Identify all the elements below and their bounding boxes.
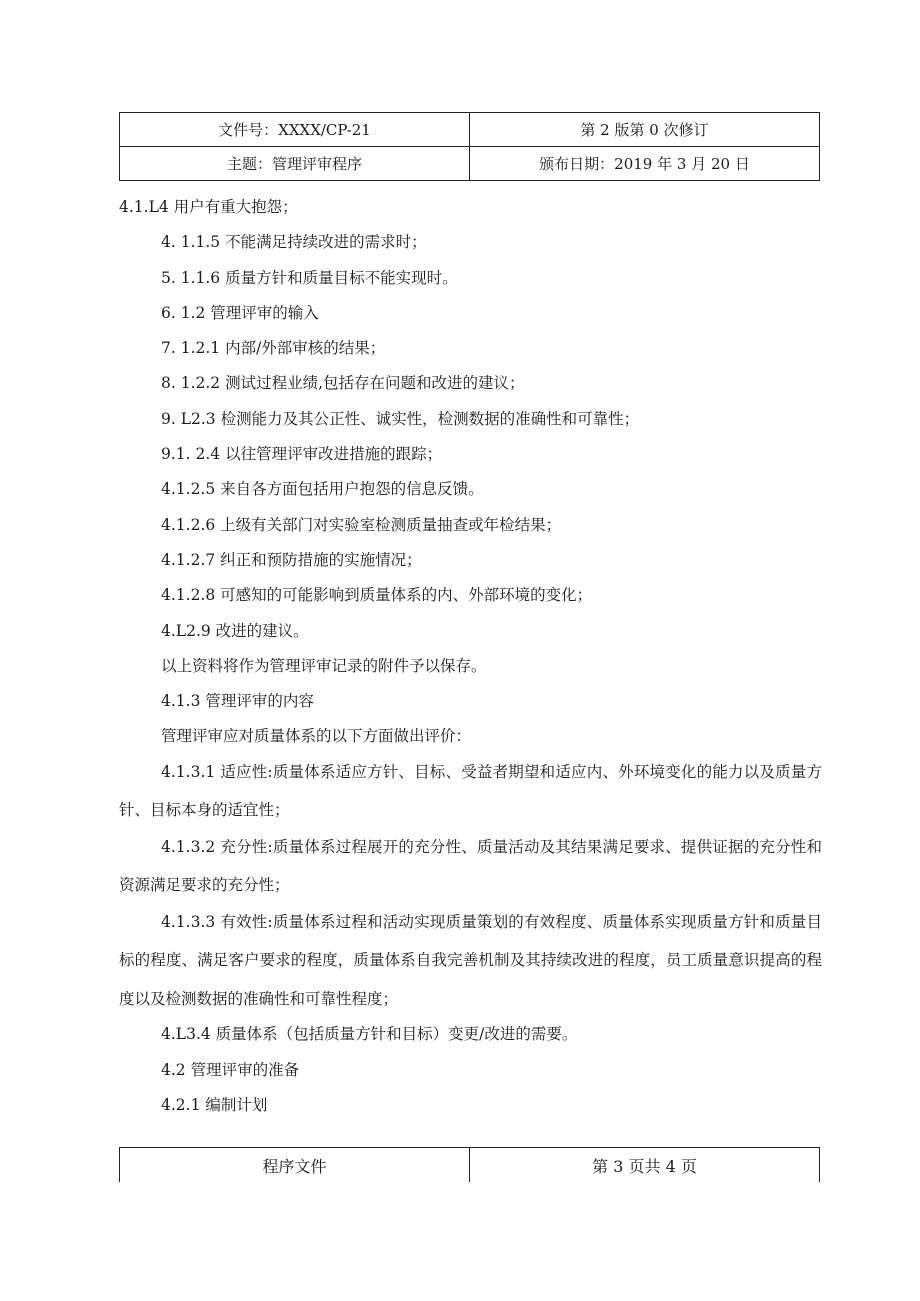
body-line: 7. 1.2.1 内部/外部审核的结果；	[161, 339, 386, 358]
body-line: 9.1. 2.4 以往管理评审改进措施的跟踪；	[161, 445, 443, 464]
body-line: 4.1.L4 用户有重大抱怨；	[119, 198, 298, 216]
body-line: 8. 1.2.2 测试过程业绩,包括存在问题和改进的建议；	[161, 374, 525, 393]
issue-date: 颁布日期：2019 年 3 月 20 日	[470, 147, 820, 181]
body-line: 9. L2.3 检测能力及其公正性、诚实性，检测数据的准确性和可靠性；	[161, 409, 640, 428]
body-line: 4.L3.4 质量体系（包括质量方针和目标）变更/改进的需要。	[161, 1025, 578, 1044]
body-line: 4.1.2.6 上级有关部门对实验室检测质量抽查或年检结果；	[161, 515, 562, 534]
body-line: 以上资料将作为管理评审记录的附件予以保存。	[161, 656, 487, 675]
body-line: 4.1.3 管理评审的内容	[161, 692, 314, 711]
body-line: 4.2 管理评审的准备	[161, 1060, 300, 1079]
body-paragraph: 4.1.3.2 充分性:质量体系过程展开的充分性、质量活动及其结果满足要求、提供证据的充分性和资源满足要求的充分性；	[119, 837, 822, 895]
body-paragraph: 4.1.3.3 有效性:质量体系过程和活动实现质量策划的有效程度、质量体系实现质量方针和质量目标的程度、满足客户要求的程度，质量体系自我完善机制及其持续改进的程度，员工质量意识提高的程度以及检测数据的准确性和可靠性程度；	[119, 912, 822, 1008]
body-line: 5. 1.1.6 质量方针和质量目标不能实现时。	[161, 268, 458, 287]
body-line: 4. 1.1.5 不能满足持续改进的需求时；	[161, 233, 427, 252]
subject: 主题：管理评审程序	[120, 147, 470, 181]
header-table	[119, 112, 820, 181]
body-line: 4.L2.9 改进的建议。	[161, 621, 309, 640]
doc-number: 文件号：XXXX/CP-21	[120, 113, 470, 147]
body-line: 4.2.1 编制计划	[161, 1095, 268, 1114]
body-paragraph: 4.1.3.1 适应性:质量体系适应方针、目标、受益者期望和适应内、外环境变化的能力以及质量方针、目标本身的适宜性；	[119, 762, 822, 820]
body-line: 4.1.2.7 纠正和预防措施的实施情况；	[161, 550, 422, 569]
page-number: 第 3 页共 4 页	[470, 1148, 820, 1183]
document-body	[119, 190, 822, 1123]
body-line: 6. 1.2 管理评审的输入	[161, 303, 319, 322]
version-info: 第 2 版第 0 次修订	[470, 113, 820, 147]
footer-table	[119, 1147, 820, 1182]
document-type: 程序文件	[120, 1148, 470, 1183]
body-line: 4.1.2.5 来自各方面包括用户抱怨的信息反馈。	[161, 480, 484, 499]
body-line: 4.1.2.8 可感知的可能影响到质量体系的内、外部环境的变化；	[161, 586, 593, 605]
body-line: 管理评审应对质量体系的以下方面做出评价：	[161, 727, 472, 746]
